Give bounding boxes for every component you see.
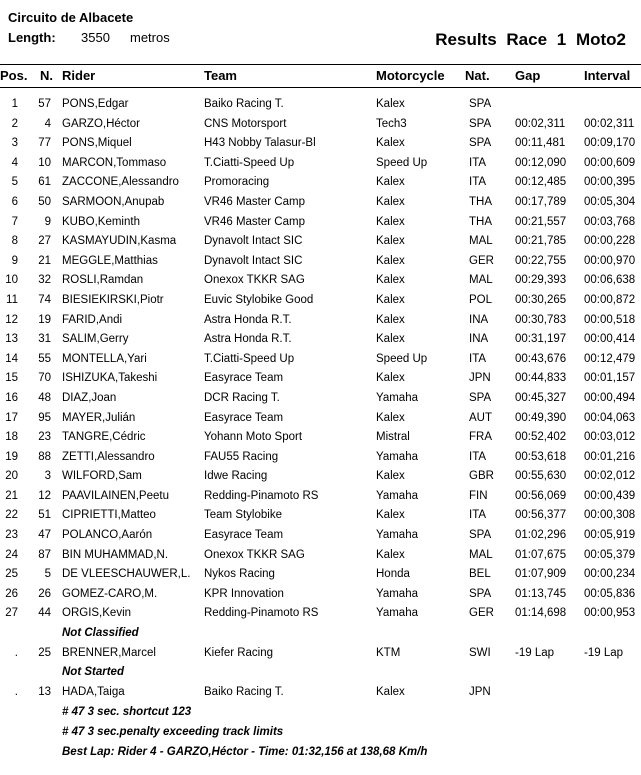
- not-started-label: Not Started: [62, 666, 124, 679]
- cell-gap: 00:02,311: [515, 117, 566, 130]
- cell-gap: 00:43,676: [515, 352, 567, 365]
- cell-gap: 00:56,069: [515, 489, 567, 502]
- cell-pos: 21: [5, 489, 18, 502]
- cell-number: 47: [38, 529, 51, 542]
- table-row: [0, 507, 641, 527]
- column-header-rider: Rider: [62, 68, 96, 83]
- penalty-note: [0, 723, 641, 743]
- table-row: [0, 527, 641, 547]
- cell-interval: 00:00,439: [584, 489, 636, 502]
- track-name: Circuito de Albacete: [8, 10, 134, 25]
- cell-number: 19: [38, 313, 51, 326]
- cell-gap: 00:44,833: [515, 372, 567, 385]
- table-row: [0, 214, 641, 234]
- cell-gap: 00:17,789: [515, 195, 567, 208]
- cell-nationality: ITA: [469, 156, 487, 169]
- cell-pos: 18: [5, 431, 18, 444]
- header-rule-top: [0, 64, 641, 65]
- cell-gap: 00:22,755: [515, 254, 567, 267]
- column-header-pos: Pos.: [0, 68, 28, 83]
- cell-rider: ZACCONE,Alessandro: [62, 176, 179, 189]
- header-rule-bottom: [0, 87, 641, 88]
- cell-team: Dynavolt Intact SIC: [204, 235, 303, 248]
- cell-motorcycle: Yamaha: [376, 529, 418, 542]
- cell-rider: DE VLEESCHAUWER,L.: [62, 568, 191, 581]
- cell-interval: 00:03,768: [584, 215, 636, 228]
- cell-rider: MAYER,Julián: [62, 411, 136, 424]
- cell-gap: 00:56,377: [515, 509, 567, 522]
- cell-nationality: BEL: [469, 568, 491, 581]
- cell-nationality: FRA: [469, 431, 492, 444]
- cell-pos: 10: [5, 274, 18, 287]
- cell-pos: 4: [11, 156, 18, 169]
- classified-rows: [0, 96, 641, 625]
- cell-rider: MEGGLE,Matthias: [62, 254, 158, 267]
- table-row: [0, 645, 641, 665]
- cell-team: Kiefer Racing: [204, 646, 274, 659]
- table-row: [0, 272, 641, 292]
- cell-nationality: INA: [469, 313, 489, 326]
- not-classified-rows: [0, 645, 641, 665]
- cell-number: 50: [38, 195, 51, 208]
- cell-number: 87: [38, 548, 51, 561]
- cell-motorcycle: Honda: [376, 568, 410, 581]
- cell-motorcycle: Kalex: [376, 411, 405, 424]
- cell-number: 10: [38, 156, 51, 169]
- cell-gap: 00:31,197: [515, 333, 567, 346]
- table-row: [0, 468, 641, 488]
- cell-team: Promoracing: [204, 176, 270, 189]
- cell-rider: CIPRIETTI,Matteo: [62, 509, 156, 522]
- cell-motorcycle: Kalex: [376, 333, 405, 346]
- cell-pos: 24: [5, 548, 18, 561]
- cell-team: Baiko Racing T.: [204, 98, 284, 110]
- cell-interval: 00:00,970: [584, 254, 636, 267]
- cell-rider: FARID,Andi: [62, 313, 123, 326]
- cell-nationality: GER: [469, 607, 494, 620]
- cell-motorcycle: KTM: [376, 646, 401, 659]
- cell-motorcycle: Kalex: [376, 137, 405, 150]
- cell-pos: .: [14, 646, 18, 659]
- cell-interval: 00:00,414: [584, 333, 636, 346]
- cell-pos: 19: [5, 450, 18, 463]
- cell-nationality: THA: [469, 195, 492, 208]
- cell-number: 44: [38, 607, 51, 620]
- cell-pos: 17: [5, 411, 18, 424]
- cell-motorcycle: Mistral: [376, 431, 410, 444]
- cell-number: 23: [38, 431, 51, 444]
- cell-gap: 00:21,785: [515, 235, 567, 248]
- cell-pos: 23: [5, 529, 18, 542]
- cell-rider: ORGIS,Kevin: [62, 607, 132, 620]
- cell-motorcycle: Kalex: [376, 195, 405, 208]
- cell-nationality: MAL: [469, 235, 493, 248]
- table-row: [0, 449, 641, 469]
- cell-interval: 00:05,304: [584, 195, 636, 208]
- cell-number: 95: [38, 411, 51, 424]
- cell-gap: 00:30,265: [515, 293, 567, 306]
- cell-rider: MONTELLA,Yari: [62, 352, 147, 365]
- cell-rider: KUBO,Keminth: [62, 215, 140, 228]
- cell-interval: 00:01,157: [584, 372, 636, 385]
- cell-rider: DIAZ,Joan: [62, 391, 117, 404]
- cell-team: Team Stylobike: [204, 509, 282, 522]
- cell-team: Yohann Moto Sport: [204, 431, 303, 444]
- cell-rider: PAAVILAINEN,Peetu: [62, 489, 169, 502]
- cell-number: 27: [38, 235, 51, 248]
- cell-pos: 25: [5, 568, 18, 581]
- cell-number: 4: [44, 117, 51, 130]
- cell-pos: 1: [11, 98, 18, 110]
- cell-pos: 20: [5, 470, 18, 483]
- cell-team: Nykos Racing: [204, 568, 275, 581]
- cell-motorcycle: Kalex: [376, 509, 405, 522]
- cell-interval: 00:03,012: [584, 431, 636, 444]
- cell-motorcycle: Kalex: [376, 372, 405, 385]
- cell-motorcycle: Kalex: [376, 274, 405, 287]
- cell-rider: POLANCO,Aarón: [62, 529, 153, 542]
- cell-pos: 6: [11, 195, 18, 208]
- cell-rider: SARMOON,Anupab: [62, 195, 165, 208]
- table-row: [0, 116, 641, 136]
- cell-team: Astra Honda R.T.: [204, 333, 292, 346]
- cell-nationality: SWI: [469, 646, 491, 659]
- table-row: [0, 253, 641, 273]
- cell-motorcycle: Kalex: [376, 215, 405, 228]
- results-table: [0, 96, 641, 762]
- cell-interval: 00:04,063: [584, 411, 636, 424]
- cell-rider: BIESIEKIRSKI,Piotr: [62, 293, 164, 306]
- cell-team: VR46 Master Camp: [204, 195, 305, 208]
- cell-rider: HADA,Taiga: [62, 685, 125, 698]
- cell-nationality: MAL: [469, 548, 493, 561]
- cell-gap: 00:45,327: [515, 391, 567, 404]
- cell-team: Baiko Racing T.: [204, 685, 284, 698]
- table-row: [0, 410, 641, 430]
- cell-interval: 00:00,518: [584, 313, 636, 326]
- cell-number: 61: [38, 176, 51, 189]
- cell-nationality: SPA: [469, 391, 492, 404]
- cell-pos: 7: [11, 215, 18, 228]
- table-row: [0, 566, 641, 586]
- cell-pos: 16: [5, 391, 18, 404]
- length-unit: metros: [130, 30, 170, 45]
- table-row: [0, 351, 641, 371]
- not-classified-heading: [0, 625, 641, 645]
- cell-gap: 00:30,783: [515, 313, 567, 326]
- cell-number: 48: [38, 391, 51, 404]
- column-header-motorcycle: Motorcycle: [376, 68, 445, 83]
- cell-rider: ZETTI,Alessandro: [62, 450, 155, 463]
- cell-motorcycle: Speed Up: [376, 352, 428, 365]
- cell-pos: 13: [5, 333, 18, 346]
- cell-number: 25: [38, 646, 51, 659]
- cell-interval: 00:00,872: [584, 293, 636, 306]
- cell-rider: WILFORD,Sam: [62, 470, 142, 483]
- cell-rider: SALIM,Gerry: [62, 333, 129, 346]
- table-row: [0, 331, 641, 351]
- cell-team: KPR Innovation: [204, 587, 284, 600]
- penalty-note-text: # 47 3 sec.penalty exceeding track limits: [62, 726, 284, 738]
- table-row: [0, 174, 641, 194]
- cell-pos: 5: [11, 176, 18, 189]
- cell-nationality: GER: [469, 254, 494, 267]
- cell-gap: 00:29,393: [515, 274, 567, 287]
- cell-rider: BRENNER,Marcel: [62, 646, 156, 659]
- cell-team: VR46 Master Camp: [204, 215, 305, 228]
- cell-interval: 00:05,836: [584, 587, 636, 600]
- cell-team: Onexox TKKR SAG: [204, 548, 305, 561]
- cell-team: Easyrace Team: [204, 529, 284, 542]
- table-row: [0, 233, 641, 253]
- cell-gap: 00:12,090: [515, 156, 567, 169]
- cell-interval: 00:00,494: [584, 391, 636, 404]
- cell-interval: 00:06,638: [584, 274, 636, 287]
- cell-rider: PONS,Edgar: [62, 98, 129, 110]
- cell-motorcycle: Kalex: [376, 254, 405, 267]
- cell-rider: BIN MUHAMMAD,N.: [62, 548, 169, 561]
- penalty-note-text: # 47 3 sec. shortcut 123: [62, 706, 192, 719]
- cell-rider: GOMEZ-CARO,M.: [62, 587, 158, 600]
- cell-rider: KASMAYUDIN,Kasma: [62, 235, 177, 248]
- cell-interval: 00:00,228: [584, 235, 636, 248]
- cell-motorcycle: Yamaha: [376, 450, 418, 463]
- cell-team: Onexox TKKR SAG: [204, 274, 305, 287]
- table-row: [0, 605, 641, 625]
- cell-nationality: THA: [469, 215, 492, 228]
- cell-nationality: SPA: [469, 117, 492, 130]
- table-row: [0, 155, 641, 175]
- cell-number: 70: [38, 372, 51, 385]
- cell-nationality: SPA: [469, 137, 492, 150]
- cell-motorcycle: Kalex: [376, 235, 405, 248]
- cell-rider: PONS,Miquel: [62, 137, 132, 150]
- cell-pos: 8: [11, 235, 18, 248]
- cell-interval: 00:02,311: [584, 117, 635, 130]
- cell-number: 9: [44, 215, 51, 228]
- cell-rider: MARCON,Tommaso: [62, 156, 167, 169]
- cell-number: 26: [38, 587, 51, 600]
- cell-team: Dynavolt Intact SIC: [204, 254, 303, 267]
- results-title: Results Race 1 Moto2: [435, 30, 626, 49]
- cell-team: Easyrace Team: [204, 372, 284, 385]
- cell-pos: 3: [11, 137, 18, 150]
- cell-nationality: MAL: [469, 274, 493, 287]
- cell-interval: 00:09,170: [584, 137, 636, 150]
- cell-gap: 00:49,390: [515, 411, 567, 424]
- table-row: [0, 586, 641, 606]
- cell-motorcycle: Kalex: [376, 470, 405, 483]
- column-header-interval: Interval: [584, 68, 631, 83]
- cell-interval: 00:05,379: [584, 548, 636, 561]
- not-classified-label: Not Classified: [62, 627, 139, 640]
- cell-number: 32: [38, 274, 51, 287]
- cell-number: 13: [38, 685, 51, 698]
- best-lap-text: Best Lap: Rider 4 - GARZO,Héctor - Time: 01:32,156 at 138,68 Km/h: [62, 745, 428, 758]
- table-row: [0, 194, 641, 214]
- cell-nationality: ITA: [469, 176, 487, 189]
- cell-motorcycle: Yamaha: [376, 587, 418, 600]
- cell-gap: 01:02,296: [515, 529, 567, 542]
- cell-interval: 00:05,919: [584, 529, 636, 542]
- length-value: 3550: [81, 30, 110, 45]
- cell-team: CNS Motorsport: [204, 117, 287, 130]
- cell-gap: 00:52,402: [515, 431, 567, 444]
- column-header-num: N.: [40, 68, 53, 83]
- cell-motorcycle: Tech3: [376, 117, 407, 130]
- cell-number: 55: [38, 352, 51, 365]
- cell-number: 74: [38, 293, 51, 306]
- cell-nationality: SPA: [469, 98, 492, 110]
- cell-pos: 27: [5, 607, 18, 620]
- cell-motorcycle: Kalex: [376, 313, 405, 326]
- best-lap-note: [0, 743, 641, 763]
- cell-team: T.Ciatti-Speed Up: [204, 352, 295, 365]
- cell-team: Easyrace Team: [204, 411, 284, 424]
- cell-pos: 15: [5, 372, 18, 385]
- table-row: [0, 547, 641, 567]
- cell-pos: 2: [11, 117, 18, 130]
- cell-interval: 00:00,308: [584, 509, 636, 522]
- cell-nationality: GBR: [469, 470, 494, 483]
- column-header-gap: Gap: [515, 68, 541, 83]
- cell-interval: 00:12,479: [584, 352, 636, 365]
- table-row: [0, 292, 641, 312]
- cell-gap: 00:53,618: [515, 450, 567, 463]
- cell-motorcycle: Kalex: [376, 176, 405, 189]
- cell-interval: 00:01,216: [584, 450, 636, 463]
- penalty-note: [0, 703, 641, 723]
- cell-gap: -19 Lap: [515, 646, 555, 659]
- cell-nationality: ITA: [469, 352, 487, 365]
- table-row: [0, 429, 641, 449]
- cell-interval: 00:00,234: [584, 568, 636, 581]
- cell-rider: ISHIZUKA,Takeshi: [62, 372, 158, 385]
- cell-pos: 22: [5, 509, 18, 522]
- cell-nationality: FIN: [469, 489, 488, 502]
- cell-pos: .: [14, 685, 18, 698]
- cell-motorcycle: Kalex: [376, 98, 405, 110]
- column-header-nat: Nat.: [465, 68, 490, 83]
- cell-motorcycle: Yamaha: [376, 391, 418, 404]
- cell-nationality: SPA: [469, 529, 492, 542]
- table-row: [0, 370, 641, 390]
- cell-motorcycle: Yamaha: [376, 607, 418, 620]
- cell-team: H43 Nobby Talasur-Bl: [204, 137, 316, 150]
- cell-team: Redding-Pinamoto RS: [204, 607, 319, 620]
- cell-gap: 00:11,481: [515, 137, 566, 150]
- cell-motorcycle: Yamaha: [376, 489, 418, 502]
- cell-gap: 01:14,698: [515, 607, 567, 620]
- cell-number: 88: [38, 450, 51, 463]
- cell-number: 77: [38, 137, 51, 150]
- cell-pos: 26: [5, 587, 18, 600]
- cell-nationality: JPN: [469, 685, 491, 698]
- cell-motorcycle: Kalex: [376, 685, 405, 698]
- cell-interval: 00:02,012: [584, 470, 636, 483]
- not-started-rows: [0, 684, 641, 704]
- cell-rider: GARZO,Héctor: [62, 117, 140, 130]
- length-label: Length:: [8, 30, 56, 45]
- cell-number: 51: [38, 509, 51, 522]
- table-row: [0, 312, 641, 332]
- cell-gap: 01:13,745: [515, 587, 567, 600]
- cell-nationality: JPN: [469, 372, 491, 385]
- cell-team: Euvic Stylobike Good: [204, 293, 314, 306]
- cell-gap: 01:07,675: [515, 548, 567, 561]
- cell-team: T.Ciatti-Speed Up: [204, 156, 295, 169]
- cell-pos: 11: [6, 293, 18, 306]
- cell-interval: 00:00,395: [584, 176, 636, 189]
- cell-number: 5: [44, 568, 51, 581]
- cell-nationality: ITA: [469, 450, 487, 463]
- cell-team: Redding-Pinamoto RS: [204, 489, 319, 502]
- cell-nationality: SPA: [469, 587, 492, 600]
- cell-team: Idwe Racing: [204, 470, 268, 483]
- table-row: [0, 390, 641, 410]
- cell-motorcycle: Kalex: [376, 293, 405, 306]
- cell-nationality: ITA: [469, 509, 487, 522]
- cell-gap: 00:21,557: [515, 215, 567, 228]
- cell-number: 21: [38, 254, 51, 267]
- cell-nationality: INA: [469, 333, 489, 346]
- cell-interval: -19 Lap: [584, 646, 624, 659]
- cell-team: Astra Honda R.T.: [204, 313, 292, 326]
- cell-gap: 01:07,909: [515, 568, 567, 581]
- cell-rider: ROSLI,Ramdan: [62, 274, 144, 287]
- cell-gap: 00:12,485: [515, 176, 567, 189]
- cell-nationality: POL: [469, 293, 493, 306]
- cell-interval: 00:00,953: [584, 607, 636, 620]
- table-row: [0, 135, 641, 155]
- cell-motorcycle: Kalex: [376, 548, 405, 561]
- not-started-heading: [0, 664, 641, 684]
- cell-pos: 9: [11, 254, 18, 267]
- cell-rider: TANGRE,Cédric: [62, 431, 146, 444]
- cell-team: FAU55 Racing: [204, 450, 279, 463]
- cell-gap: 00:55,630: [515, 470, 567, 483]
- cell-number: 12: [38, 489, 51, 502]
- cell-interval: 00:00,609: [584, 156, 636, 169]
- cell-pos: 14: [5, 352, 18, 365]
- table-row: [0, 488, 641, 508]
- cell-number: 57: [38, 98, 51, 110]
- cell-pos: 12: [5, 313, 18, 326]
- column-header-team: Team: [204, 68, 237, 83]
- cell-team: DCR Racing T.: [204, 391, 280, 404]
- table-row: [0, 96, 641, 116]
- cell-motorcycle: Speed Up: [376, 156, 428, 169]
- cell-number: 31: [38, 333, 51, 346]
- table-row: [0, 684, 641, 704]
- cell-nationality: AUT: [469, 411, 492, 424]
- cell-number: 3: [44, 470, 51, 483]
